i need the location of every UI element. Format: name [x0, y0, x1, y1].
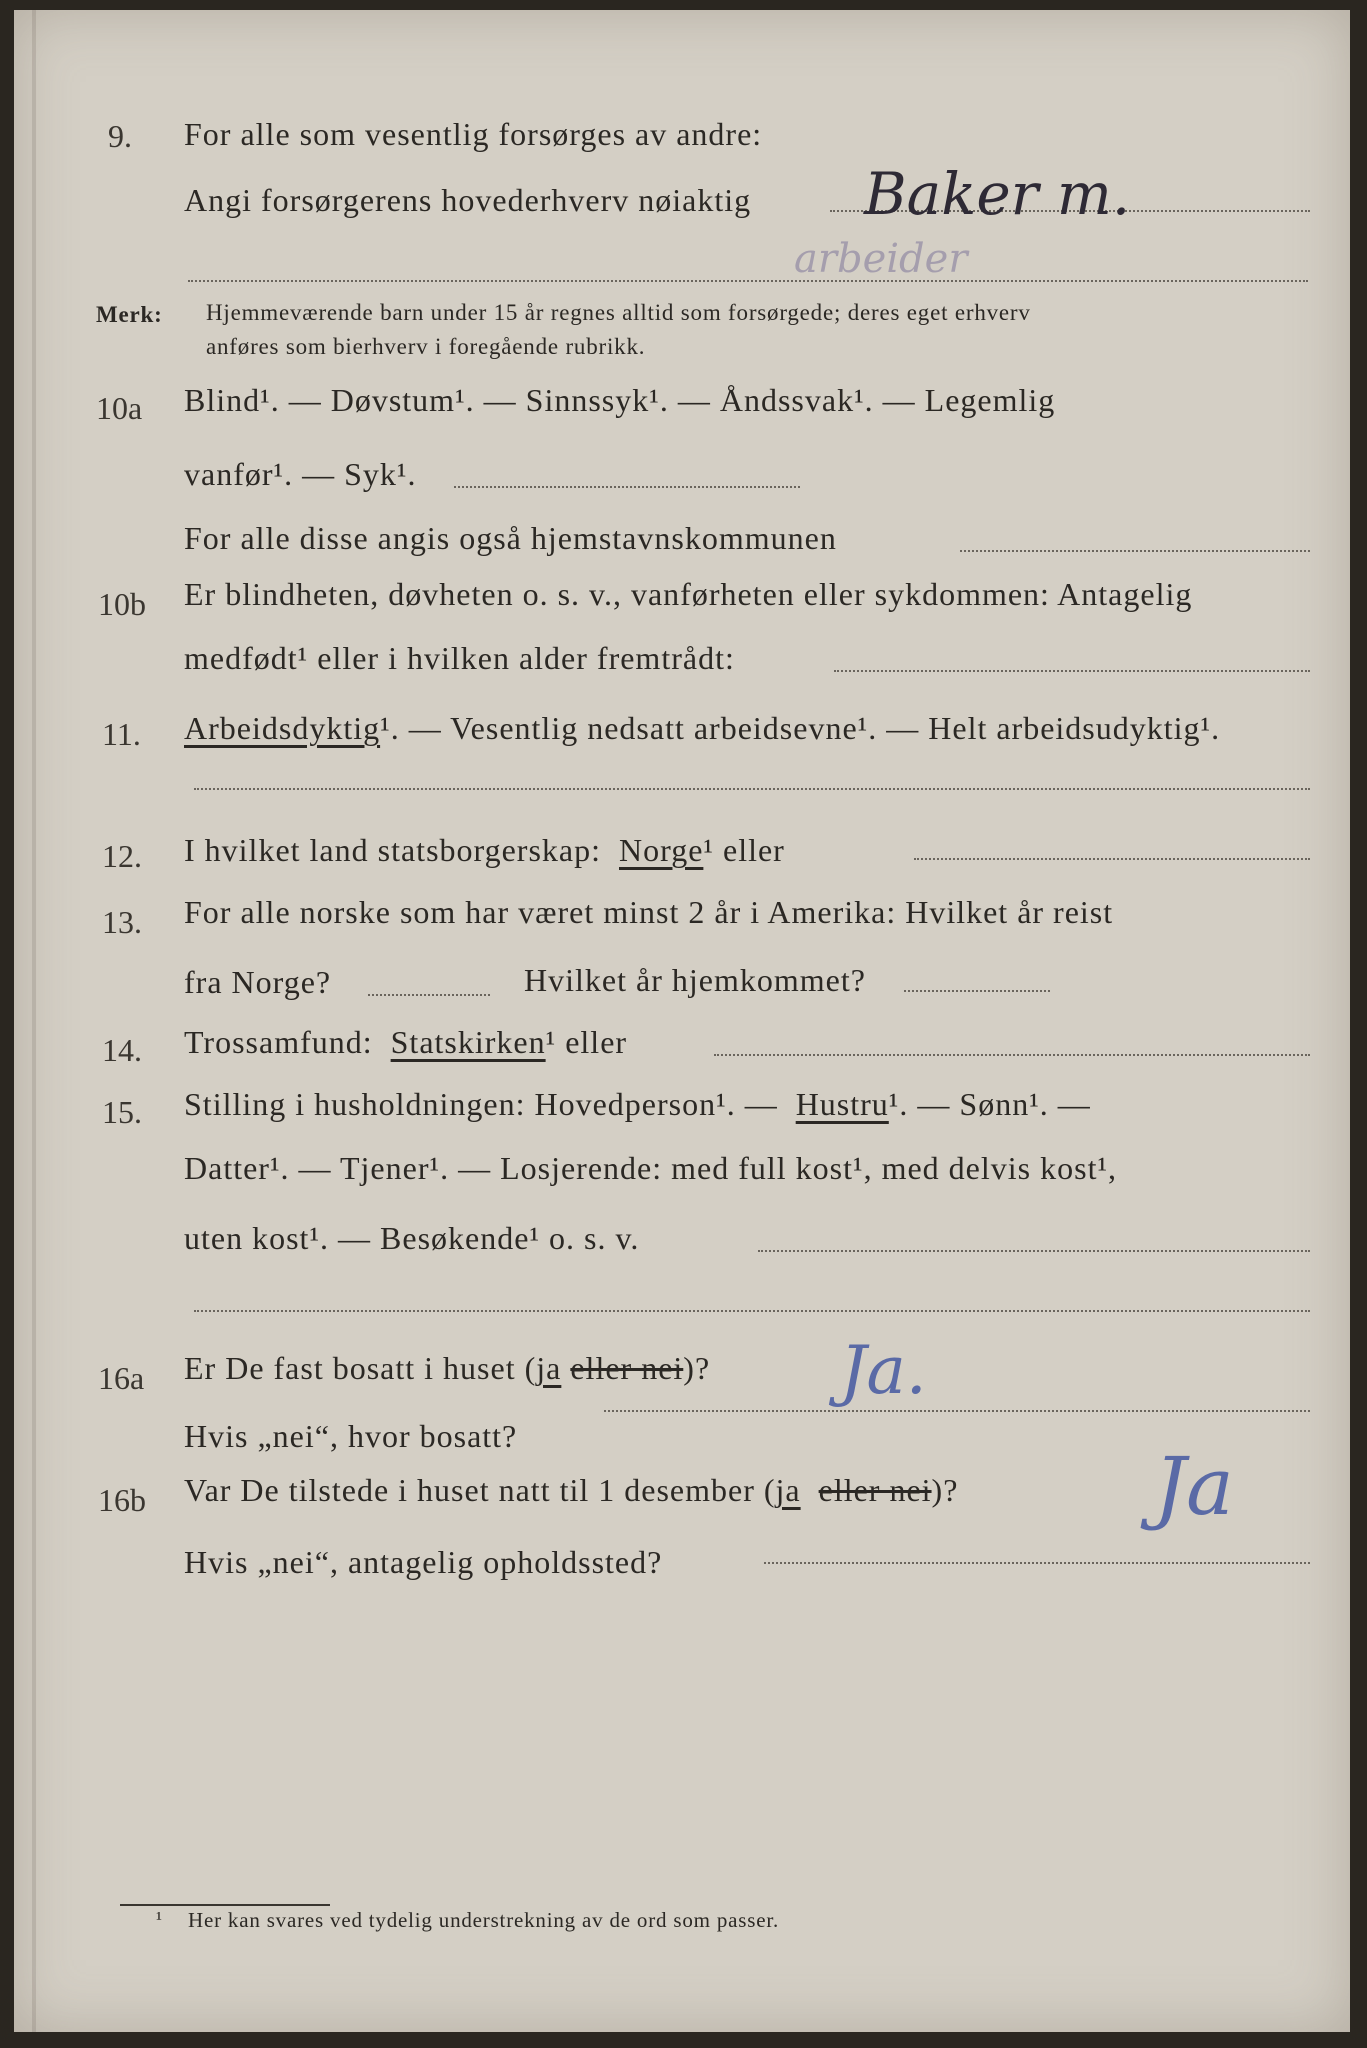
merk-line1: Hjemmeværende barn under 15 år regnes alltid som forsørgede; deres eget erhverv — [206, 300, 1031, 325]
q15-number: 15. — [102, 1094, 142, 1130]
q15-line1 — [184, 1086, 1091, 1123]
q16a-answer-handwritten: Ja. — [840, 1332, 927, 1409]
q16b-question: Var De tilstede i huset natt til 1 desember ( — [184, 1472, 776, 1508]
q10a-line1: Blind¹. — Døvstum¹. — Sinnssyk¹. — Åndssvak¹. — Legemlig — [184, 382, 1056, 418]
census-form-page — [14, 10, 1350, 2032]
q10b-line1: Er blindheten, døvheten o. s. v., vanførheten eller sykdommen: Antagelig — [184, 576, 1193, 612]
q14-after: ¹ eller — [545, 1024, 628, 1060]
q16a-option-ja: ja — [536, 1350, 562, 1386]
q9-answer-handwritten: Baker m. — [864, 160, 1131, 228]
merk-label: Merk: — [96, 302, 163, 327]
q10b-line2: medfødt¹ eller i hvilken alder fremtrådt: — [184, 640, 735, 676]
q12-number: 12. — [102, 838, 142, 874]
q13-line1: For alle norske som har været minst 2 år i Amerika: Hvilket år reist — [184, 894, 1114, 930]
q13-fill-line-b — [904, 990, 1050, 992]
q13-number: 13. — [102, 904, 142, 940]
q15-line1a: Stilling i husholdningen: Hovedperson¹. — — [184, 1086, 778, 1122]
q16b-line1 — [184, 1472, 958, 1509]
q11-number: 11. — [102, 716, 141, 752]
q15-line2: Datter¹. — Tjener¹. — Losjerende: med full kost¹, med delvis kost¹, — [184, 1150, 1118, 1186]
q11-option-arbeidsdyktig: Arbeidsdyktig — [184, 710, 381, 746]
q15-line1b: ¹. — Sønn¹. — — [888, 1086, 1091, 1122]
q13-line2a: fra Norge? — [184, 964, 332, 1000]
q10a-number: 10a — [96, 390, 143, 426]
q16b-option-ja: ja — [775, 1472, 801, 1508]
q11-rest: ¹. — Vesentlig nedsatt arbeidsevne¹. — Helt arbeidsudyktig¹. — [380, 710, 1221, 746]
q12-option-norge: Norge — [619, 832, 704, 868]
q10a-fill-line — [454, 486, 800, 488]
q10a-line2: vanfør¹. — Syk¹. — [184, 456, 417, 492]
q9-line1: For alle som vesentlig forsørges av andre: — [184, 116, 763, 152]
q9-line2: Angi forsørgerens hovederhverv nøiaktig — [184, 182, 752, 218]
q16a-line1 — [184, 1350, 710, 1387]
q14-number: 14. — [102, 1032, 142, 1068]
q12-question: I hvilket land statsborgerskap: — [184, 832, 601, 868]
q12-after: ¹ eller — [703, 832, 785, 868]
q10a-line3: For alle disse angis også hjemstavnskommunen — [184, 520, 837, 556]
q13-fill-line-a — [368, 994, 490, 996]
q16a-line2: Hvis „nei“, hvor bosatt? — [184, 1418, 518, 1454]
q11-fill-line — [194, 788, 1310, 790]
q10b-number: 10b — [98, 586, 146, 622]
q10a-fill-line3 — [960, 550, 1310, 552]
q13-line2b: Hvilket år hjemkommet? — [524, 962, 866, 998]
q12-fill-line — [914, 858, 1310, 860]
q16a-question: Er De fast bosatt i huset ( — [184, 1350, 537, 1386]
q11-text — [184, 710, 1220, 747]
q9-fill-line2 — [188, 280, 1308, 282]
q12-text — [184, 832, 785, 869]
q16a-struck-eller-nei: eller nei — [570, 1350, 684, 1386]
q16a-number: 16a — [98, 1360, 145, 1396]
q9-answer2-handwritten: arbeider — [794, 236, 968, 282]
merk-line2: anføres som bierhverv i foregående rubrikk. — [206, 334, 646, 359]
footnote-mark: ¹ — [156, 1908, 163, 1930]
q10b-fill-line — [834, 670, 1310, 672]
q16b-struck-eller-nei: eller nei — [818, 1472, 932, 1508]
q14-fill-line — [714, 1054, 1310, 1056]
q16b-line2: Hvis „nei“, antagelig opholdssted? — [184, 1544, 663, 1580]
q9-number: 9. — [108, 118, 132, 154]
q14-text — [184, 1024, 627, 1061]
footnote-text: Her kan svares ved tydelig understrekning av de ord som passer. — [188, 1908, 780, 1932]
q15-option-hustru: Hustru — [795, 1086, 889, 1122]
q16b-answer-handwritten: Ja — [1154, 1440, 1234, 1533]
q16b-number: 16b — [98, 1482, 146, 1518]
q14-question: Trossamfund: — [184, 1024, 373, 1060]
q16a-fill-line — [604, 1410, 1310, 1412]
q16b-fill-line — [764, 1562, 1310, 1564]
q14-option-statskirken: Statskirken — [390, 1024, 546, 1060]
q15-fill-line2 — [194, 1310, 1310, 1312]
footnote-rule — [120, 1904, 330, 1906]
q16a-close: )? — [683, 1350, 711, 1386]
q16b-close: )? — [931, 1472, 959, 1508]
q15-fill-line — [758, 1250, 1310, 1252]
q15-line3: uten kost¹. — Besøkende¹ o. s. v. — [184, 1220, 640, 1256]
